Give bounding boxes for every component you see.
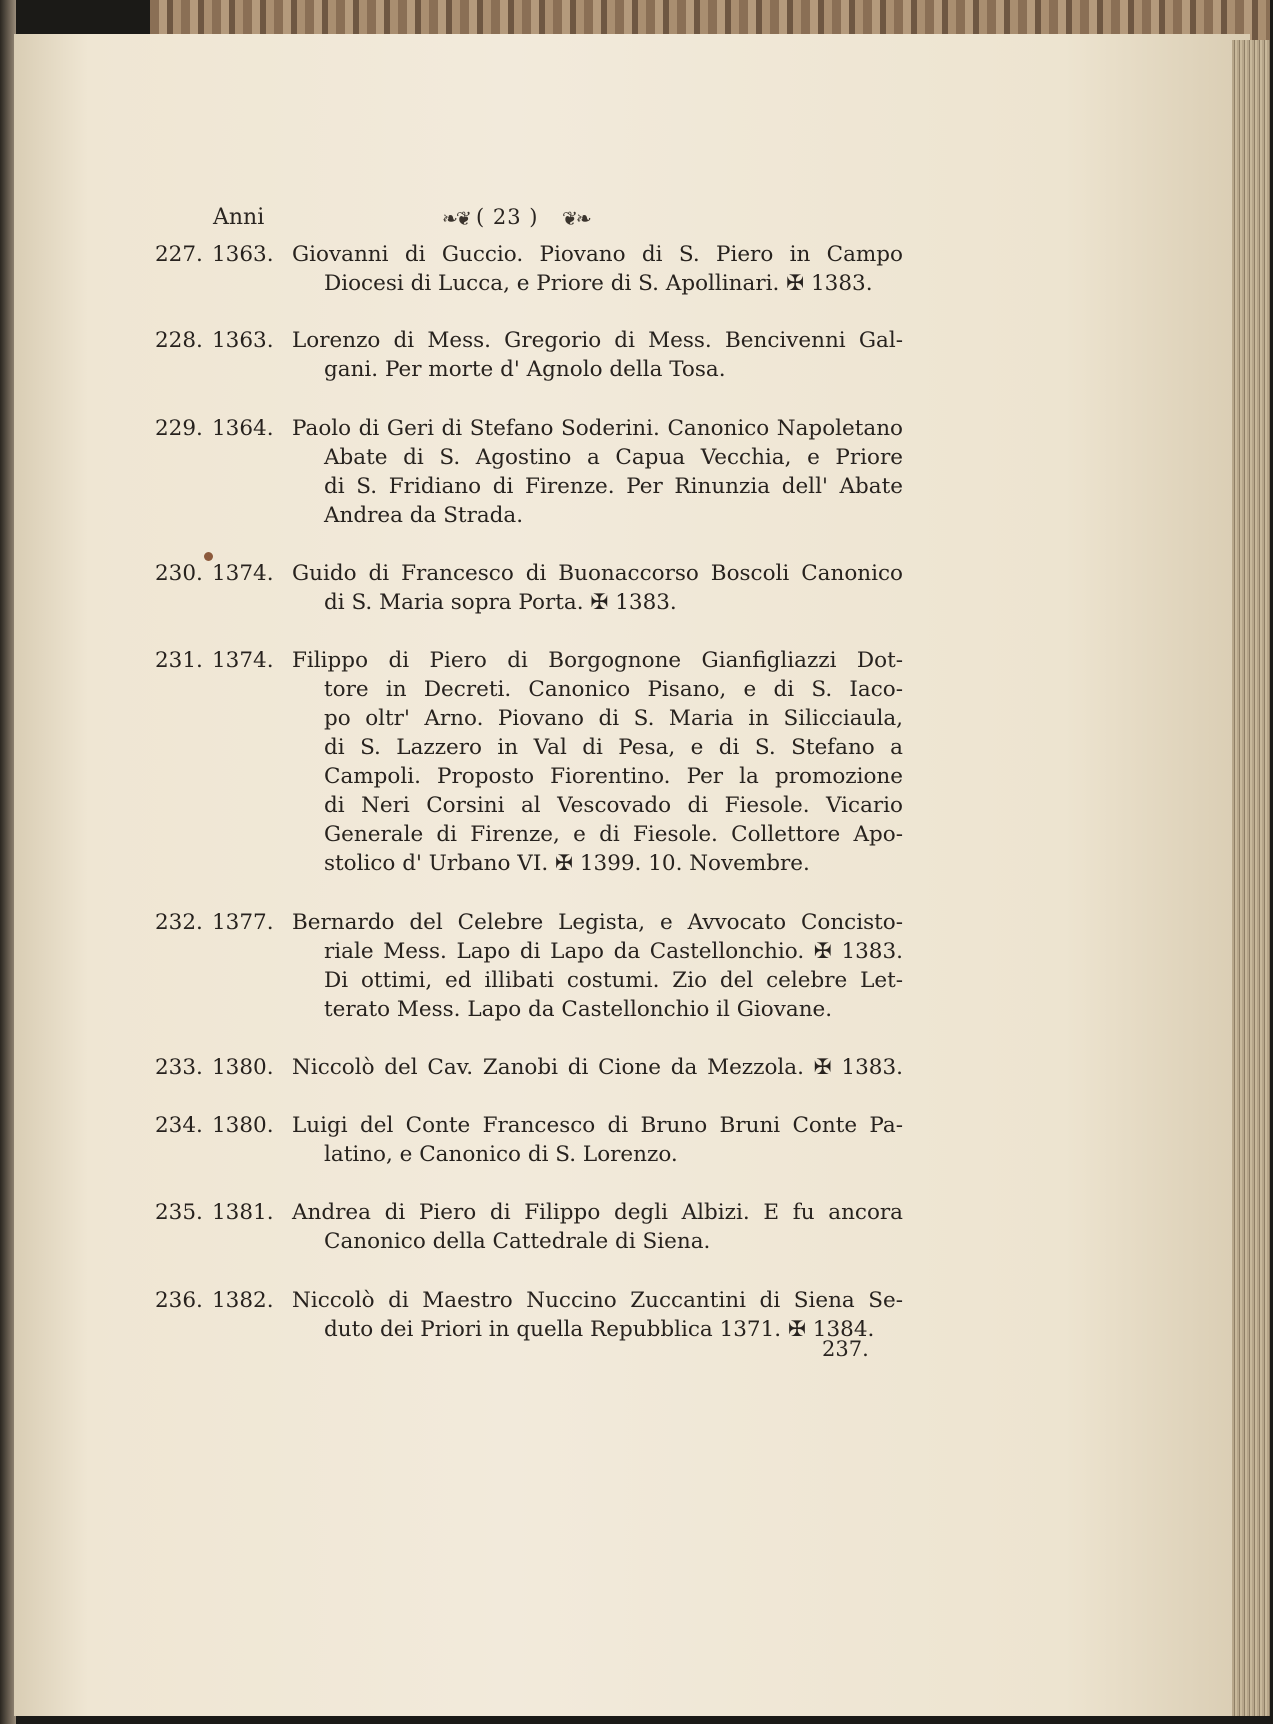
page-edges [1232, 40, 1270, 1716]
entry-228 [155, 326, 903, 384]
entry-text-line: Guido di Francesco di Buonaccorso Boscoli Canonico [292, 561, 903, 586]
entry-text-line: Canonico della Cattedrale di Siena. [324, 1229, 711, 1254]
entry-text-line: di S. Fridiano di Firenze. Per Rinunzia dell' Abate [324, 474, 903, 499]
entry-text-line: Diocesi di Lucca, e Priore di S. Apollinari. ✠ 1383. [324, 271, 873, 296]
running-head-label: Anni [213, 205, 265, 230]
entry-text-line: Niccolò di Maestro Nuccino Zuccantini di Siena Se- [292, 1288, 903, 1313]
entry-number: 227. [155, 242, 203, 267]
entry-year: 1377. [212, 910, 274, 935]
entry-number: 232. [155, 910, 203, 935]
entry-text-line: Andrea di Piero di Filippo degli Albizi. E fu ancora [292, 1200, 903, 1225]
entry-text-line: stolico d' Urbano VI. ✠ 1399. 10. Novembre. [324, 851, 810, 876]
entry-231 [155, 646, 903, 878]
entry-list [155, 240, 903, 1344]
entry-number: 236. [155, 1288, 203, 1313]
entry-text-line: duto dei Priori in quella Repubblica 1371. ✠ 1384. [324, 1317, 875, 1342]
entry-text-line: Andrea da Strada. [324, 503, 524, 528]
running-head [0, 205, 1273, 245]
entry-text-line: Lorenzo di Mess. Gregorio di Mess. Bencivenni Gal- [292, 328, 903, 353]
entry-text-line: Bernardo del Celebre Legista, e Avvocato Concisto- [292, 910, 903, 935]
entry-year: 1382. [212, 1288, 274, 1313]
entry-text-line: riale Mess. Lapo di Lapo da Castellonchio. ✠ 1383. [324, 939, 903, 964]
entry-text-line: Giovanni di Guccio. Piovano di S. Piero in Campo [292, 242, 903, 267]
entry-233 [155, 1053, 903, 1082]
entry-234 [155, 1111, 903, 1169]
entry-year: 1374. [212, 648, 274, 673]
entry-236 [155, 1286, 903, 1344]
catchword: 237. [822, 1337, 869, 1361]
entry-number: 230. [155, 561, 203, 586]
entry-number: 234. [155, 1113, 203, 1138]
entry-number: 228. [155, 328, 203, 353]
entry-text-line: gani. Per morte d' Agnolo della Tosa. [324, 357, 726, 382]
entry-text-line: Campoli. Proposto Fiorentino. Per la promozione [324, 764, 903, 789]
entry-text-line: po oltr' Arno. Piovano di S. Maria in Silicciaula, [324, 706, 903, 731]
entry-text-line: di Neri Corsini al Vescovado di Fiesole. Vicario [324, 793, 903, 818]
entry-year: 1374. [212, 561, 274, 586]
entry-text-line: Abate di S. Agostino a Capua Vecchia, e Priore [324, 445, 903, 470]
entry-235 [155, 1198, 903, 1256]
entry-text-line: Luigi del Conte Francesco di Bruno Bruni Conte Pa- [292, 1113, 903, 1138]
entry-text-line: Generale di Firenze, e di Fiesole. Collettore Apo- [324, 822, 903, 847]
entry-text-line: Niccolò del Cav. Zanobi di Cione da Mezzola. ✠ 1383. [292, 1055, 903, 1080]
entry-year: 1364. [212, 416, 274, 441]
entry-text-line: tore in Decreti. Canonico Pisano, e di S. Iaco- [324, 677, 903, 702]
entry-year: 1380. [212, 1055, 274, 1080]
entry-year: 1380. [212, 1113, 274, 1138]
entry-text-line: di S. Maria sopra Porta. ✠ 1383. [324, 590, 677, 615]
entry-year: 1363. [212, 242, 274, 267]
left-ornament-icon: ❧❦ [442, 208, 470, 230]
entry-text-line: terato Mess. Lapo da Castellonchio il Giovane. [324, 997, 833, 1022]
entry-number: 231. [155, 648, 203, 673]
entry-year: 1381. [212, 1200, 274, 1225]
entry-232 [155, 908, 903, 1024]
entry-229 [155, 414, 903, 530]
entry-number: 233. [155, 1055, 203, 1080]
entry-text-line: Paolo di Geri di Stefano Soderini. Canonico Napoletano [292, 416, 903, 441]
entry-227 [155, 240, 903, 298]
entry-year: 1363. [212, 328, 274, 353]
entry-230 [155, 559, 903, 617]
entry-text-line: Di ottimi, ed illibati costumi. Zio del celebre Let- [324, 968, 903, 993]
entry-text-line: Filippo di Piero di Borgognone Gianfigliazzi Dot- [292, 648, 903, 673]
right-ornament-icon: ❦❧ [562, 208, 590, 230]
page-number: ( 23 ) [476, 205, 539, 229]
ink-stain [204, 552, 213, 561]
entry-text-line: di S. Lazzero in Val di Pesa, e di S. Stefano a [324, 735, 903, 760]
entry-number: 235. [155, 1200, 203, 1225]
entry-number: 229. [155, 416, 203, 441]
entry-text-line: latino, e Canonico di S. Lorenzo. [324, 1142, 678, 1167]
